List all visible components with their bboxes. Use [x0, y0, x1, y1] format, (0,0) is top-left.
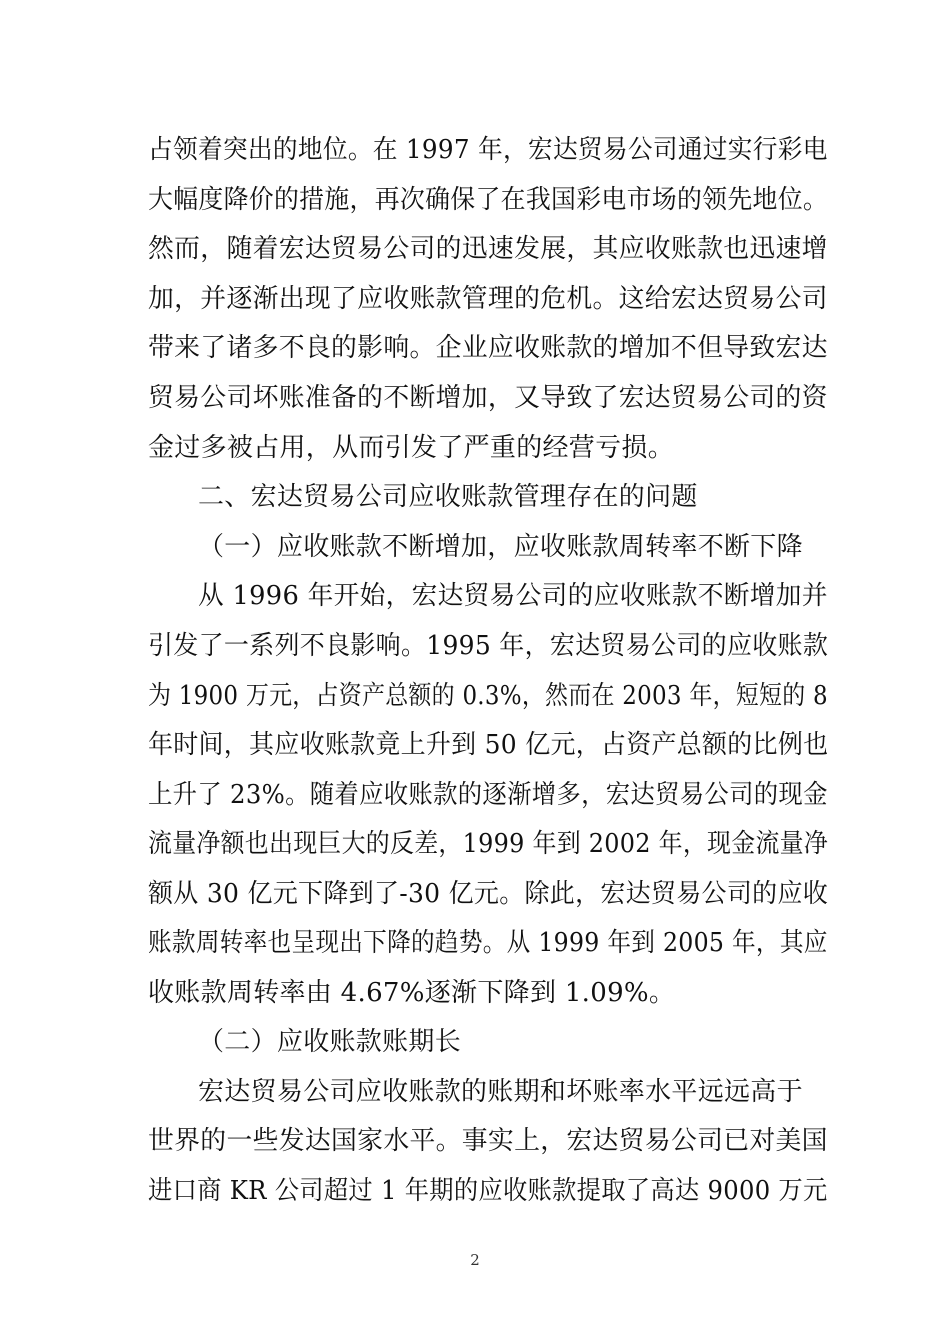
subsection-heading: （二）应收账款账期长 — [198, 1027, 462, 1057]
section-heading: 二、宏达贸易公司应收账款管理存在的问题 — [198, 482, 698, 512]
page-number: 2 — [470, 1251, 480, 1269]
text-line: 上升了 23%。随着应收账款的逐渐增多，宏达贸易公司的现金 — [148, 780, 828, 810]
text-line: 大幅度降价的措施，再次确保了在我国彩电市场的领先地位。 — [148, 185, 829, 215]
text-line: 带来了诸多不良的影响。企业应收账款的增加不但导致宏达 — [148, 333, 828, 363]
text-line: 占领着突出的地位。在 1997 年，宏达贸易公司通过实行彩电 — [148, 135, 828, 165]
text-line: 加，并逐渐出现了应收账款管理的危机。这给宏达贸易公司 — [148, 284, 828, 314]
text-line: 宏达贸易公司应收账款的账期和坏账率水平远远高于 — [198, 1077, 803, 1107]
text-line: 然而，随着宏达贸易公司的迅速发展，其应收账款也迅速增 — [148, 234, 828, 264]
text-line: 流量净额也出现巨大的反差，1999 年到 2002 年，现金流量净 — [148, 829, 829, 859]
text-line: 金过多被占用，从而引发了严重的经营亏损。 — [148, 433, 675, 463]
text-line: 贸易公司坏账准备的不断增加，又导致了宏达贸易公司的资 — [148, 383, 828, 413]
subsection-heading: （一）应收账款不断增加，应收账款周转率不断下降 — [198, 532, 803, 562]
text-line: 进口商 KR 公司超过 1 年期的应收账款提取了高达 9000 万元 — [148, 1176, 828, 1206]
text-line: 收账款周转率由 4.67%逐渐下降到 1.09%。 — [148, 978, 676, 1008]
text-line: 世界的一些发达国家水平。事实上，宏达贸易公司已对美国 — [148, 1126, 828, 1156]
text-line: 年时间，其应收账款竟上升到 50 亿元，占资产总额的比例也 — [148, 730, 829, 760]
text-line: 从 1996 年开始，宏达贸易公司的应收账款不断增加并 — [198, 581, 828, 611]
text-line: 引发了一系列不良影响。1995 年，宏达贸易公司的应收账款 — [148, 631, 829, 661]
text-line: 为 1900 万元，占资产总额的 0.3%，然而在 2003 年，短短的 8 — [148, 681, 828, 711]
text-line: 额从 30 亿元下降到了-30 亿元。除此，宏达贸易公司的应收 — [148, 879, 829, 909]
text-line: 账款周转率也呈现出下降的趋势。从 1999 年到 2005 年，其应 — [148, 928, 828, 958]
